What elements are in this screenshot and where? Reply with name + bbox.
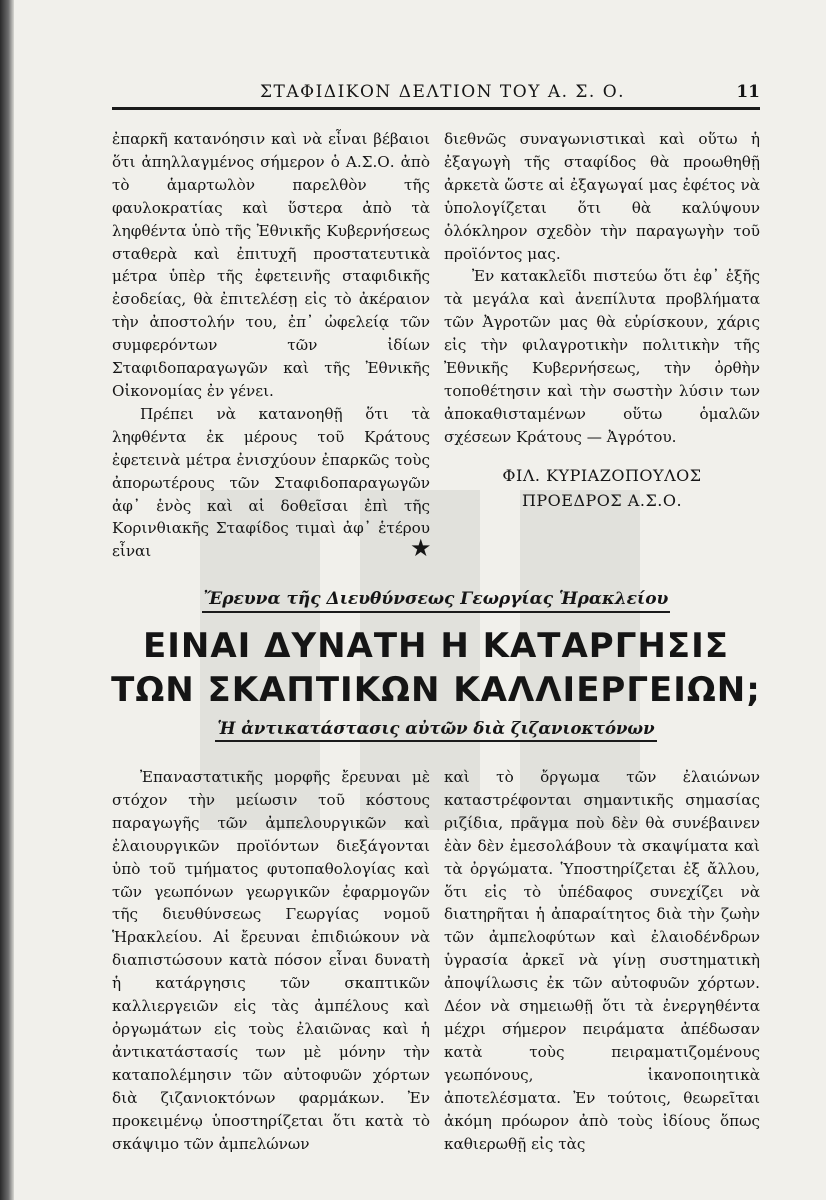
paragraph: Πρέπει νὰ κατανοηθῇ ὅτι τὰ ληφθέντα ἐκ μέρους τοῦ Κράτους ἐφετεινὰ μέτρα ἐνισχύουν ἐπαρκῶς τοὺς ἀπορωτέρους τῶν Σταφιδοπαραγωγῶν ἀφ᾽ ἑνὸς καὶ αἱ δοθεῖσαι ἐπὶ τῆς Κορινθιακῆς Σταφίδος τιμαὶ ἀφ᾽ ἑτέρου εἶναι xyxy=(112,404,430,561)
publication-title: ΣΤΑΦΙΔΙΚΟΝ ΔΕΛΤΙΟΝ ΤΟΥ Α. Σ. Ο. xyxy=(260,82,626,102)
paragraph: διεθνῶς συναγωνιστικαὶ καὶ οὕτω ἡ ἐξαγωγὴ τῆς σταφίδος θὰ προωθηθῇ ἀρκετὰ ὥστε αἱ ἐξαγωγαί μας ἐφέτος νὰ ὑπολογίζεται ὅτι θὰ καλύψουν ὁλόκληρον σχεδὸν τὴν παραγωγὴν τοῦ προϊόντος μας. xyxy=(444,130,760,263)
bottom-article-left-column xyxy=(112,766,430,1155)
headline-line: ΤΩΝ ΣΚΑΠΤΙΚΩΝ ΚΑΛΛΙΕΡΓΕΙΩΝ; xyxy=(111,670,761,710)
signature-block xyxy=(444,463,760,513)
signature-name: ΦΙΛ. ΚΥΡΙΑΖΟΠΟΥΛΟΣ xyxy=(502,465,702,485)
paragraph: Ἐπαναστατικῆς μορφῆς ἔρευναι μὲ στόχον τὴν μείωσιν τοῦ κόστους παραγωγῆς τῶν ἀμπελουργικῶν καὶ ἐλαιουργικῶν προϊόντων διεξάγονται ὑπὸ τοῦ τμήματος φυτοπαθολογίας καὶ τῶν γεωπόνων γεωργικῶν ἐφαρμογῶν τῆς διευθύνσεως Γεωργίας νομοῦ Ἡρακλείου. Αἱ ἔρευναι ἐπιδιώκουν νὰ διαπιστώσουν κατὰ πόσον εἶναι δυνατὴ ἡ κατάργησις τῶν σκαπτικῶν καλλιεργειῶν εἰς τὰς ἀμπέλους καὶ ὀργωμάτων εἰς τοὺς ἐλαιῶνας καὶ ἡ ἀντικατάστασίς των μὲ μόνην τὴν καταπολέμησιν τῶν αὐτοφυῶν χόρτων διὰ ζιζανιοκτόνων φαρμάκων. Ἐν προκειμένῳ ὑποστηρίζεται ὅτι κατὰ τὸ σκάψιμο τῶν ἀμπελώνων xyxy=(112,768,430,1153)
header-rule xyxy=(112,107,760,110)
signature-title: ΠΡΟΕΔΡΟΣ Α.Σ.Ο. xyxy=(521,490,683,510)
paragraph: καὶ τὸ ὄργωμα τῶν ἐλαιώνων καταστρέφονται σημαντικῆς σημασίας ριζίδια, πρᾶγμα ποὺ δὲν θὰ συνέβαινεν ἐὰν δὲν ἐμεσολάβουν τὰ σκαψίματα καὶ τὰ ὀργώματα. Ὑποστηρίζεται ἐξ ἄλλου, ὅτι εἰς τὸ ὑπέδαφος συνεχίζει νὰ διατηρῆται ἡ ἀπαραίτητος διὰ τὴν ζωὴν τῶν ἀμπελοφύτων καὶ ἐλαιοδένδρων ὑγρασία ἀρκεῖ νὰ γίνῃ συστηματικὴ ἀποψίλωσις ἐκ τῶν αὐτοφυῶν χόρτων. Δέον νὰ σημειωθῇ ὅτι τὰ ἐνεργηθέντα μέχρι σήμερον πειράματα ἀπέδωσαν κατὰ τοὺς πειραματιζομένους γεωπόνους, ἱκανοποιητικὰ ἀποτελέσματα. Ἐν τούτοις, θεωρεῖται ἀκόμη πρόωρον ἀπὸ τοὺς ἰδίους ὅπως καθιερωθῇ εἰς τὰς xyxy=(444,768,760,1153)
bottom-article-right-column xyxy=(444,766,760,1155)
top-article-left-column xyxy=(112,128,430,563)
star-separator-icon: ★ xyxy=(410,534,432,562)
kicker-text: Ἔρευνα τῆς Διευθύνσεως Γεωργίας Ἡρακλείου xyxy=(202,589,671,613)
subheading-text: Ἡ ἀντικατάστασις αὐτῶν διὰ ζιζανιοκτόνων xyxy=(215,719,656,742)
paragraph: ἐπαρκῆ κατανόησιν καὶ νὰ εἶναι βέβαιοι ὅτι ἀπηλλαγμένος σήμερον ὁ Α.Σ.Ο. ἀπὸ τὸ ἁμαρτωλὸν παρελθὸν τῆς φαυλοκρατίας καὶ ὕστερα ἀπὸ τὰ ληφθέντα ὑπὸ τῆς Ἐθνικῆς Κυβερνήσεως σταθερὰ καὶ ἐπιτυχῆ προστατευτικὰ μέτρα ὑπὲρ τῆς ἐφετεινῆς σταφιδικῆς ἐσοδείας, θὰ ἐπιτελέσῃ εἰς τὸ ἀκέραιον τὴν ἀποστολήν του, ἐπ᾽ ὠφελείᾳ τῶν συμφερόντων τῶν ἰδίων Σταφιδοπαραγωγῶν καὶ τῆς Ἐθνικῆς Οἰκονομίας ἐν γένει. xyxy=(112,130,430,400)
article-subheading xyxy=(108,718,764,740)
paragraph: Ἐν κατακλεῖδι πιστεύω ὅτι ἐφ᾽ ἑξῆς τὰ μεγάλα καὶ ἀνεπίλυτα προβλήματα τῶν Ἀγροτῶν μας θὰ εὑρίσκουν, χάρις εἰς τὴν φιλαγροτικὴν πολιτικὴν τῆς Ἐθνικῆς Κυβερνήσεως, τὴν ὀρθὴν τοποθέτησιν καὶ τὴν σωστὴν λύσιν των ἀποκαθισταμένων οὕτω ὁμαλῶν σχέσεων Κράτους — Ἀγρότου. xyxy=(444,267,760,446)
running-header xyxy=(112,76,760,110)
headline-line: ΕΙΝΑΙ ΔΥΝΑΤΗ Η ΚΑΤΑΡΓΗΣΙΣ xyxy=(143,626,729,666)
top-article-right-column xyxy=(444,128,760,513)
article-headline xyxy=(108,624,764,712)
page-number: 11 xyxy=(736,82,760,102)
binding-shadow xyxy=(0,0,14,1200)
article-kicker xyxy=(108,588,764,610)
